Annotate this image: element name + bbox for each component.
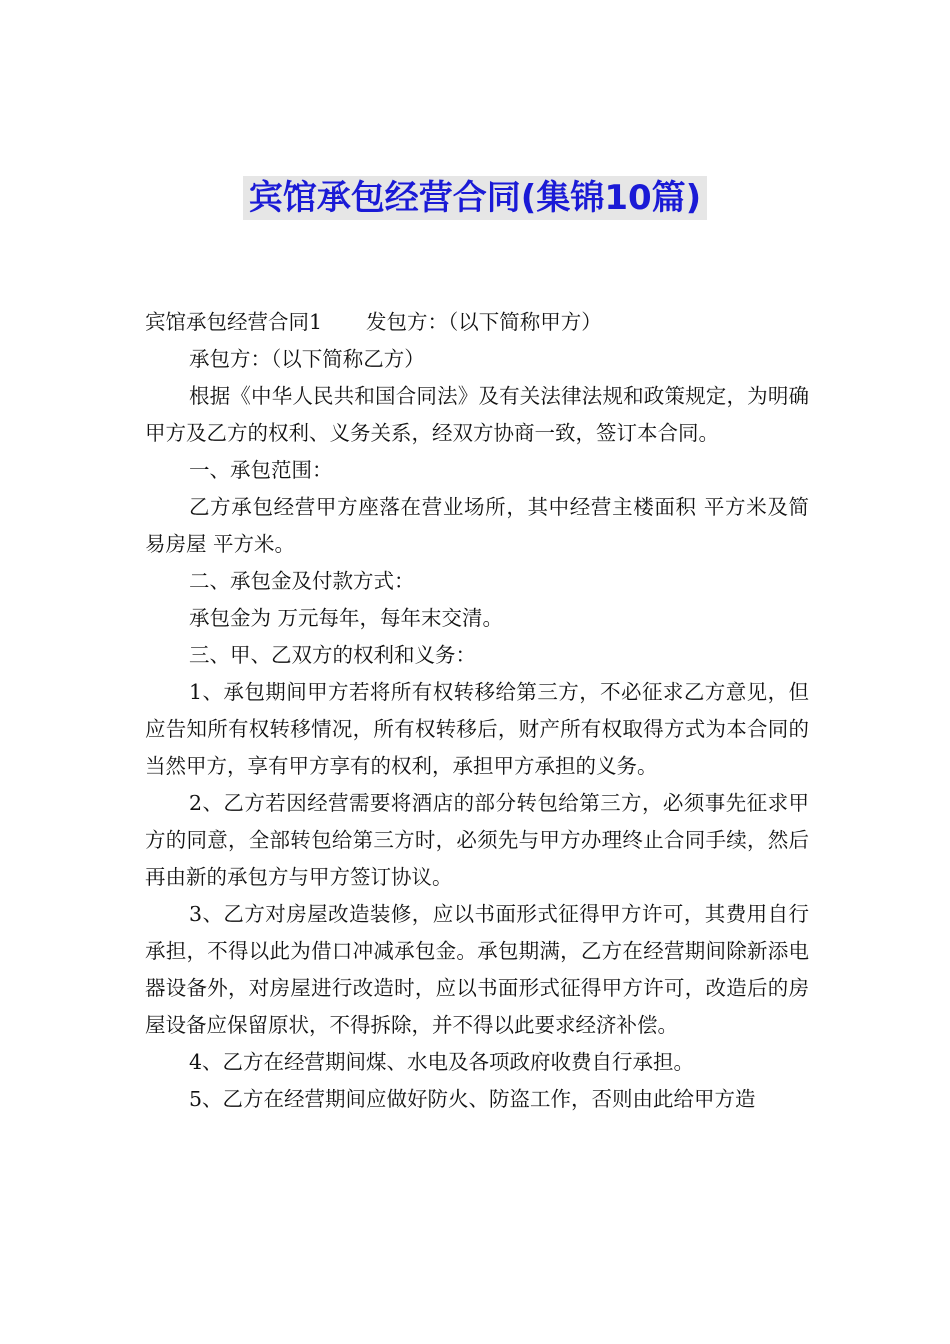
paragraph: 根据《中华人民共和国合同法》及有关法律法规和政策规定，为明确甲方及乙方的权利、义务关系，经双方协商一致，签订本合同。 <box>145 384 809 445</box>
clause-3: 3、乙方对房屋改造装修，应以书面形式征得甲方许可，其费用自行承担，不得以此为借口冲减承包金。承包期满，乙方在经营期间除新添电器设备外，对房屋进行改造时，应以书面形式征得甲方许可，改造后的房屋设备应保留原状，不得拆除，并不得以此要求经济补偿。 <box>145 902 809 1037</box>
document-title: 宾馆承包经营合同(集锦10篇) <box>243 176 707 220</box>
paragraph: 承包方：（以下简称乙方） <box>189 347 425 371</box>
document-body <box>145 304 809 1118</box>
clause-2: 2、乙方若因经营需要将酒店的部分转包给第三方，必须事先征求甲方的同意，全部转包给第三方时，必须先与甲方办理终止合同手续，然后再由新的承包方与甲方签订协议。 <box>145 791 809 889</box>
paragraph: 乙方承包经营甲方座落在营业场所，其中经营主楼面积 平方米及简易房屋 平方米。 <box>145 495 809 556</box>
paragraph: 承包金为 万元每年，每年末交清。 <box>189 606 504 630</box>
party-a-line: 发包方：（以下简称甲方） <box>366 310 602 334</box>
contract-heading: 宾馆承包经营合同1 <box>145 310 323 334</box>
clause-4: 4、乙方在经营期间煤、水电及各项政府收费自行承担。 <box>189 1050 695 1074</box>
first-line <box>145 304 809 341</box>
clause-1: 1、承包期间甲方若将所有权转移给第三方，不必征求乙方意见，但应告知所有权转移情况，所有权转移后，财产所有权取得方式为本合同的当然甲方，享有甲方享有的权利，承担甲方承担的义务。 <box>145 680 809 778</box>
section-heading: 三、甲、乙双方的权利和义务： <box>189 643 476 667</box>
title-container <box>0 176 950 220</box>
section-heading: 二、承包金及付款方式： <box>189 569 415 593</box>
clause-5: 5、乙方在经营期间应做好防火、防盗工作，否则由此给甲方造 <box>189 1087 756 1111</box>
section-heading: 一、承包范围： <box>189 458 333 482</box>
